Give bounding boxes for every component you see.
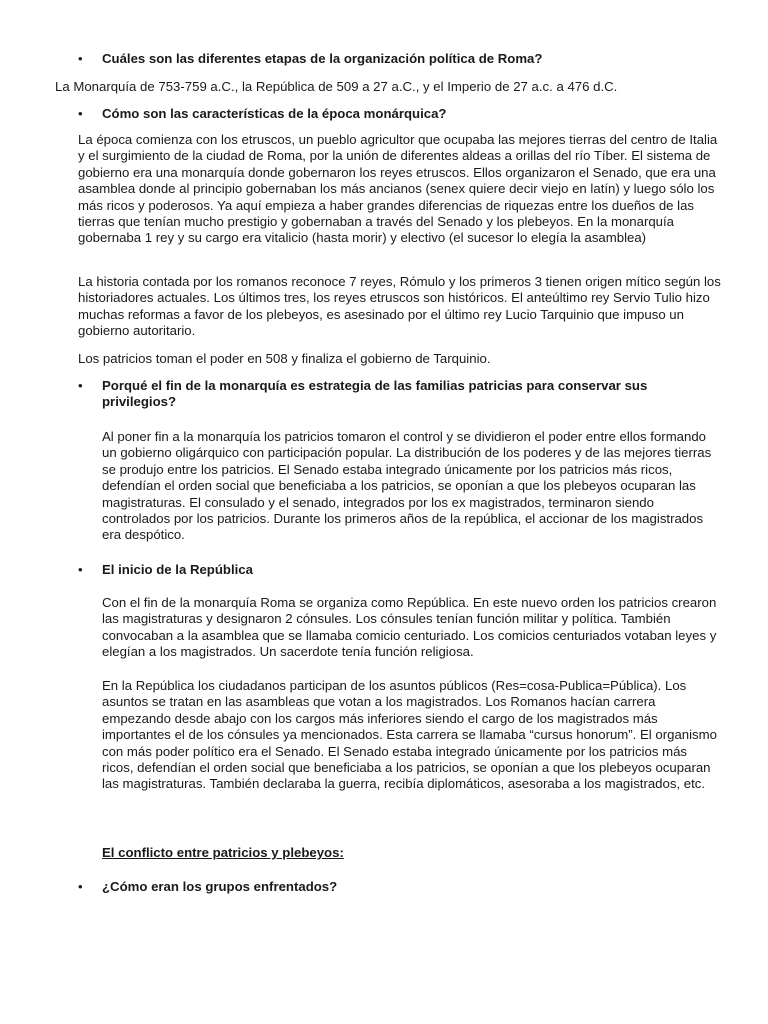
section-heading-conflicto: El conflicto entre patricios y plebeyos:: [102, 845, 344, 860]
question-etapas: [78, 51, 718, 67]
paragraph-monarquia-2: La historia contada por los romanos reconoce 7 reyes, Rómulo y los primeros 3 tienen origen mítico según los historiadores actuales. Los últimos tres, los reyes etruscos son históricos. El anteúltimo rey Servio Tulio hizo muchas reformas a favor de los plebeyos, es asesinado por el último rey Lucio Tarquinio que impuso un gobierno autoritario.: [78, 274, 721, 339]
bullet-icon: •: [78, 51, 83, 66]
bullet-icon: •: [78, 378, 83, 393]
question-inicio-republica: [78, 562, 718, 578]
question-heading: ¿Cómo eran los grupos enfrentados?: [102, 879, 338, 894]
paragraph-monarquia-3: Los patricios toman el poder en 508 y finaliza el gobierno de Tarquinio.: [78, 351, 491, 366]
question-fin-monarquia: [78, 378, 718, 410]
question-grupos-enfrentados: [78, 879, 718, 895]
paragraph-republica-2: En la República los ciudadanos participan de los asuntos públicos (Res=cosa-Publica=Pública). Los asuntos se tratan en las asambleas que votan a los magistrados. Los Romanos hacían carrera empezando desde abajo con los cargos más inferiores siendo el cargo de los magistrados más importantes el de los cónsules ya mencionados. Esta carrera se llamaba “cursus honorum”. El organismo con más poder político era el Senado. El Senado estaba integrado únicamente por los patricios más ricos, defendían el orden social que beneficiaba a los patricios, se oponían a que los plebeyos ocuparan las magistraturas. También declaraba la guerra, recibía diplomáticos, asesoraba a los magistrados, etc.: [102, 678, 717, 792]
bullet-icon: •: [78, 879, 83, 894]
paragraph-monarquia-1: La época comienza con los etruscos, un pueblo agricultor que ocupaba las mejores tierras del centro de Italia y el surgimiento de la ciudad de Roma, por la unión de diferentes aldeas a orillas del río Tíber. El sistema de gobierno era una monarquía donde gobernaron los reyes etruscos. Ellos organizaron el Senado, que era una asamblea donde al principio gobernaban los más ancianos (senex quiere decir viejo en latín) y luego sólo los más ricos y poderosos. Ya aquí empieza a haber grandes diferencias de riquezas entre los dueños de las tierras que tenían mucho prestigio y gobernaban a través del Senado y los plebeyos. En la monarquía gobernaba 1 rey y su cargo era vitalicio (hasta morir) y electivo (el sucesor lo elegía la asamblea): [78, 132, 718, 246]
question-heading: El inicio de la República: [102, 562, 253, 577]
question-heading: Porqué el fin de la monarquía es estrategia de las familias patricias para conservar sus privilegios?: [102, 378, 648, 409]
bullet-icon: •: [78, 562, 83, 577]
answer-etapas: La Monarquía de 753-759 a.C., la República de 509 a 27 a.C., y el Imperio de 27 a.c. a 476 d.C.: [55, 79, 618, 94]
paragraph-republica-1: Con el fin de la monarquía Roma se organiza como República. En este nuevo orden los patricios crearon las magistraturas y designaron 2 cónsules. Los cónsules tenían función militar y política. También convocaban a la asamblea que se llamaba comicio centuriado. Los comicios centuriados votaban leyes y elegían a los magistrados. Un sacerdote tenía función religiosa.: [102, 595, 717, 660]
question-heading: Cómo son las características de la época monárquica?: [102, 106, 447, 121]
question-monarquica: [78, 106, 718, 122]
bullet-icon: •: [78, 106, 83, 121]
paragraph-fin-monarquia: Al poner fin a la monarquía los patricios tomaron el control y se dividieron el poder entre ellos formando un gobierno oligárquico con participación popular. La distribución de los poderes y de las mejores tierras se produjo entre los patricios. El Senado estaba integrado únicamente por los patricios más ricos, defendían el orden social que beneficiaba a los patricios, se oponían a que los plebeyos ocuparan las magistraturas. El consulado y el senado, integrados por los ex magistrados, terminaron siendo controlados por los patricios. Durante los primeros años de la república, el accionar de los magistrados era despótico.: [102, 429, 712, 543]
question-heading: Cuáles son las diferentes etapas de la organización política de Roma?: [102, 51, 543, 66]
